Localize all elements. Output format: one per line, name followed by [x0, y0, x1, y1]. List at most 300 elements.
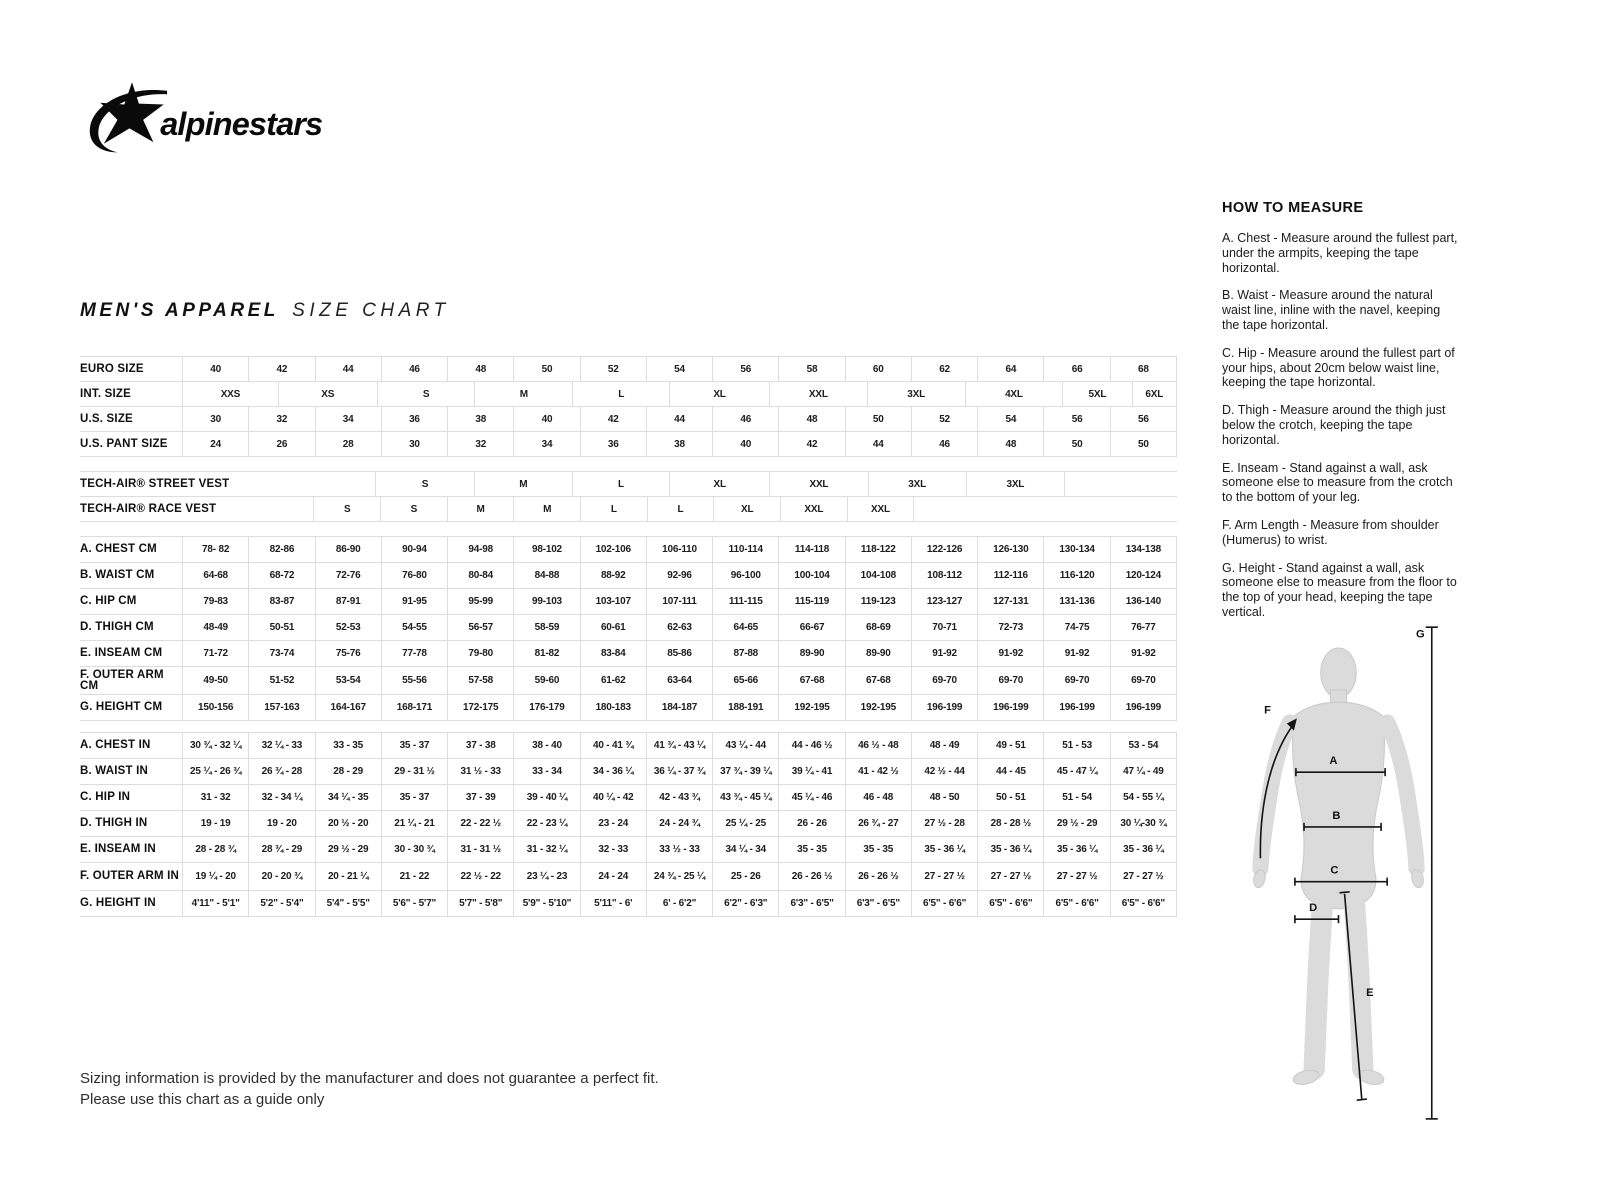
size-cell: 91-92	[1043, 641, 1109, 666]
measurement-diagram	[1232, 615, 1447, 1127]
row-label: U.S. PANT SIZE	[80, 437, 168, 450]
row-label: EURO SIZE	[80, 362, 144, 375]
size-cell: 23 - 24	[580, 811, 646, 836]
size-cell: 98-102	[513, 537, 579, 562]
table-row	[80, 695, 1177, 721]
table-row	[80, 891, 1177, 917]
table-row	[80, 732, 1177, 759]
size-cell: 91-92	[1110, 641, 1177, 666]
size-cell: 30 ¼-30 ¾	[1110, 811, 1177, 836]
size-cell: 30	[381, 432, 447, 456]
size-cell: 43 ¾ - 45 ¼	[712, 785, 778, 810]
size-cell: 24 - 24 ¾	[646, 811, 712, 836]
size-cell: 52	[580, 357, 646, 381]
measure-item: G. Height - Stand against a wall, ask someone else to measure from the floor to the top of your head, keeping the tape vertical.	[1222, 560, 1457, 619]
size-cell: 172-175	[447, 695, 513, 720]
size-cell: 27 - 27 ½	[911, 863, 977, 890]
size-cell: 136-140	[1110, 589, 1177, 614]
size-cell: 22 - 23 ¼	[513, 811, 579, 836]
size-cell: 39 ¼ - 41	[778, 759, 844, 784]
how-to-measure-panel	[1222, 200, 1460, 633]
size-cell: 44 - 45	[977, 759, 1043, 784]
size-cell: 30 - 30 ¾	[381, 837, 447, 862]
disclaimer-line2: Please use this chart as a guide only	[80, 1091, 325, 1108]
size-cell: 96-100	[712, 563, 778, 588]
size-cell: 5'2" - 5'4"	[248, 891, 314, 916]
row-label: C. HIP IN	[80, 791, 131, 803]
size-cell: 34	[315, 407, 381, 431]
size-cell: 69-70	[977, 667, 1043, 694]
size-cell: 150-156	[182, 695, 248, 720]
size-cell: 4XL	[965, 382, 1063, 406]
table-row	[80, 497, 1177, 522]
size-cell: 126-130	[977, 537, 1043, 562]
size-cell: 50 - 51	[977, 785, 1043, 810]
size-cell: 24 - 24	[580, 863, 646, 890]
size-cell: 42	[580, 407, 646, 431]
size-cell: 188-191	[712, 695, 778, 720]
size-cell: 31 - 31 ½	[447, 837, 513, 862]
size-cell: 48	[977, 432, 1043, 456]
size-cell: 35 - 36 ¼	[977, 837, 1043, 862]
size-cell: 30 ¾ - 32 ¼	[182, 733, 248, 758]
size-cell: 118-122	[845, 537, 911, 562]
size-cell: 22 ½ - 22	[447, 863, 513, 890]
size-cell: 53-54	[315, 667, 381, 694]
size-cell: 38	[447, 407, 513, 431]
row-label: B. WAIST CM	[80, 569, 155, 581]
size-cell: 21 - 22	[381, 863, 447, 890]
how-to-measure-list	[1222, 231, 1460, 620]
size-cell: 64-68	[182, 563, 248, 588]
size-cell: 41 - 42 ½	[845, 759, 911, 784]
size-cell: 46	[381, 357, 447, 381]
size-cell: 42 - 43 ¾	[646, 785, 712, 810]
measure-item: E. Inseam - Stand against a wall, ask someone else to measure from the crotch to the bottom of your leg.	[1222, 460, 1453, 505]
size-cell: 6'3" - 6'5"	[845, 891, 911, 916]
body-silhouette	[1252, 648, 1425, 1087]
size-cell: 46 ½ - 48	[845, 733, 911, 758]
size-cell: 31 - 32 ¼	[513, 837, 579, 862]
size-cell: 78- 82	[182, 537, 248, 562]
size-cell: 104-108	[845, 563, 911, 588]
size-cell: 110-114	[712, 537, 778, 562]
size-cell: 48	[778, 407, 844, 431]
size-cell: 123-127	[911, 589, 977, 614]
row-label: D. THIGH CM	[80, 621, 154, 633]
size-cell: 54 - 55 ¼	[1110, 785, 1177, 810]
size-cell: 84-88	[513, 563, 579, 588]
empty-cell	[1065, 472, 1177, 496]
size-cell: M	[513, 497, 580, 521]
size-cell: 107-111	[646, 589, 712, 614]
size-cell: 196-199	[1043, 695, 1109, 720]
diagram-letter: D	[1309, 902, 1318, 915]
size-cell: 35 - 37	[381, 733, 447, 758]
size-cell: 66	[1043, 357, 1109, 381]
size-cell: 61-62	[580, 667, 646, 694]
size-cell: 25 - 26	[712, 863, 778, 890]
size-cell: 26 - 26	[778, 811, 844, 836]
size-cell: 6'5" - 6'6"	[911, 891, 977, 916]
size-cell: 33 - 35	[315, 733, 381, 758]
size-cell: 29 ½ - 29	[1043, 811, 1109, 836]
size-cell: 83-87	[248, 589, 314, 614]
size-cell: XL	[669, 382, 769, 406]
size-cell: XXL	[847, 497, 915, 521]
size-cell: 91-92	[911, 641, 977, 666]
size-cell: 37 - 38	[447, 733, 513, 758]
size-cell: 46 - 48	[845, 785, 911, 810]
size-cell: 67-68	[778, 667, 844, 694]
size-cell: 50-51	[248, 615, 314, 640]
row-label: A. CHEST IN	[80, 739, 151, 751]
size-cell: XL	[669, 472, 769, 496]
title-main: MEN'S APPAREL	[80, 300, 279, 321]
size-cell: 80-84	[447, 563, 513, 588]
size-cell: 26 ¾ - 28	[248, 759, 314, 784]
size-cell: 68-72	[248, 563, 314, 588]
size-cell: 79-83	[182, 589, 248, 614]
size-cell: S	[377, 382, 475, 406]
figure-torso	[1293, 702, 1385, 909]
size-cell: 56	[1110, 407, 1177, 431]
row-label: F. OUTER ARM CM	[80, 668, 164, 692]
size-cell: 27 - 27 ½	[1110, 863, 1177, 890]
size-cell: 38	[646, 432, 712, 456]
size-cell: 71-72	[182, 641, 248, 666]
size-cell: 164-167	[315, 695, 381, 720]
row-label: TECH-AIR® RACE VEST	[80, 502, 217, 515]
size-cell: 58	[778, 357, 844, 381]
size-cell: 127-131	[977, 589, 1043, 614]
row-label: E. INSEAM CM	[80, 647, 163, 659]
size-cell: 46	[911, 432, 977, 456]
size-cell: 57-58	[447, 667, 513, 694]
size-cell: 79-80	[447, 641, 513, 666]
size-cell: 42 ½ - 44	[911, 759, 977, 784]
size-cell: 50	[513, 357, 579, 381]
size-cell: 56	[712, 357, 778, 381]
size-cell: 67-68	[845, 667, 911, 694]
size-cell: M	[447, 497, 514, 521]
size-cell: 103-107	[580, 589, 646, 614]
size-cell: 25 ¼ - 25	[712, 811, 778, 836]
size-cell: 28 - 29	[315, 759, 381, 784]
row-label: E. INSEAM IN	[80, 843, 156, 855]
size-cell: 6'5" - 6'6"	[977, 891, 1043, 916]
size-cell: 99-103	[513, 589, 579, 614]
row-label: D. THIGH IN	[80, 817, 148, 829]
size-cell: 4'11" - 5'1"	[182, 891, 248, 916]
size-cell: 34	[513, 432, 579, 456]
size-cell: 36	[381, 407, 447, 431]
size-cell: 48	[447, 357, 513, 381]
size-cell: 51 - 53	[1043, 733, 1109, 758]
size-cell: L	[580, 497, 647, 521]
size-cell: 192-195	[778, 695, 844, 720]
size-cell: 115-119	[778, 589, 844, 614]
size-cell: 32 - 33	[580, 837, 646, 862]
size-cell: 85-86	[646, 641, 712, 666]
table-row	[80, 471, 1177, 497]
size-cell: 54-55	[381, 615, 447, 640]
size-cell: 60-61	[580, 615, 646, 640]
size-cell: 40	[182, 357, 248, 381]
size-cell: 31 ½ - 33	[447, 759, 513, 784]
measure-item: B. Waist - Measure around the natural waist line, inline with the navel, keeping the tape horizontal.	[1222, 288, 1441, 332]
size-cell: 54	[646, 357, 712, 381]
row-label: TECH-AIR® STREET VEST	[80, 477, 230, 490]
alpinestars-logo-graphic	[85, 80, 350, 158]
size-cell: 106-110	[646, 537, 712, 562]
measure-item: A. Chest - Measure around the fullest part, under the armpits, keeping the tape horizontal.	[1222, 231, 1458, 275]
size-cell: 3XL	[867, 382, 965, 406]
size-cell: 112-116	[977, 563, 1043, 588]
size-cell: 34 ¼ - 34	[712, 837, 778, 862]
size-cell: 108-112	[911, 563, 977, 588]
size-cell: 24	[182, 432, 248, 456]
table-row	[80, 759, 1177, 785]
size-cell: 100-104	[778, 563, 844, 588]
table-row	[80, 589, 1177, 615]
how-to-measure-heading: HOW TO MEASURE	[1222, 200, 1364, 216]
size-cell: 114-118	[778, 537, 844, 562]
disclaimer	[80, 1068, 659, 1110]
size-cell: 58-59	[513, 615, 579, 640]
size-cell: 28 - 28 ½	[977, 811, 1043, 836]
size-cell: 40	[712, 432, 778, 456]
table-row	[80, 641, 1177, 667]
size-cell: 40	[513, 407, 579, 431]
size-cell: 65-66	[712, 667, 778, 694]
size-cell: 50	[845, 407, 911, 431]
figure-right-arm	[1387, 722, 1416, 868]
size-cell: 3XL	[966, 472, 1065, 496]
size-cell: 68	[1110, 357, 1177, 381]
size-cell: 134-138	[1110, 537, 1177, 562]
size-cell: 6'5" - 6'6"	[1043, 891, 1109, 916]
row-label: C. HIP CM	[80, 595, 137, 607]
size-cell: 35 - 36 ¼	[911, 837, 977, 862]
size-cell: 75-76	[315, 641, 381, 666]
size-cell: 36 ¼ - 37 ¾	[646, 759, 712, 784]
size-cell: 60	[845, 357, 911, 381]
size-cell: 82-86	[248, 537, 314, 562]
size-cell: 94-98	[447, 537, 513, 562]
size-cell: S	[313, 497, 380, 521]
size-cell: 69-70	[1043, 667, 1109, 694]
size-cell: 32	[447, 432, 513, 456]
size-cell: L	[572, 382, 669, 406]
size-cell: 95-99	[447, 589, 513, 614]
diagram-letter: C	[1330, 864, 1339, 877]
size-cell: 19 - 20	[248, 811, 314, 836]
measure-item: F. Arm Length - Measure from shoulder (Humerus) to wrist.	[1222, 517, 1439, 547]
size-cell: L	[572, 472, 669, 496]
size-cell: 19 - 19	[182, 811, 248, 836]
size-cell: 48-49	[182, 615, 248, 640]
row-label: U.S. SIZE	[80, 412, 133, 425]
size-cell: 68-69	[845, 615, 911, 640]
title-sub: SIZE CHART	[292, 300, 450, 321]
size-cell: 91-92	[977, 641, 1043, 666]
row-label: G. HEIGHT IN	[80, 897, 156, 909]
size-cell: 23 ¼ - 23	[513, 863, 579, 890]
size-cell: 77-78	[381, 641, 447, 666]
size-cell: 6'3" - 6'5"	[778, 891, 844, 916]
size-cell: 44	[646, 407, 712, 431]
size-cell: 28 - 28 ¾	[182, 837, 248, 862]
size-cell: 35 - 37	[381, 785, 447, 810]
size-table	[80, 356, 1177, 917]
size-cell: 33 - 34	[513, 759, 579, 784]
size-cell: 42	[248, 357, 314, 381]
diagram-letter: G	[1415, 628, 1425, 641]
size-cell: 130-134	[1043, 537, 1109, 562]
figure-right-leg	[1355, 907, 1363, 1069]
size-cell: 51-52	[248, 667, 314, 694]
size-cell: 50	[1110, 432, 1177, 456]
empty-cell	[182, 472, 375, 496]
size-cell: 44	[315, 357, 381, 381]
table-row	[80, 407, 1177, 432]
page-title	[80, 300, 450, 322]
size-cell: 34 ¼ - 35	[315, 785, 381, 810]
table-row	[80, 811, 1177, 837]
size-cell: 72-73	[977, 615, 1043, 640]
size-cell: 27 ½ - 28	[911, 811, 977, 836]
size-cell: 40 ¼ - 42	[580, 785, 646, 810]
body-figure	[1232, 615, 1447, 1127]
size-cell: 43 ¼ - 44	[712, 733, 778, 758]
size-cell: 54	[977, 407, 1043, 431]
size-cell: 49-50	[182, 667, 248, 694]
size-cell: 52-53	[315, 615, 381, 640]
size-cell: 55-56	[381, 667, 447, 694]
size-cell: 6' - 6'2"	[646, 891, 712, 916]
size-cell: 87-88	[712, 641, 778, 666]
size-cell: 53 - 54	[1110, 733, 1177, 758]
size-cell: 46	[712, 407, 778, 431]
size-cell: 6XL	[1132, 382, 1177, 406]
size-cell: 5'11" - 6'	[580, 891, 646, 916]
size-cell: 56	[1043, 407, 1109, 431]
size-cell: 32 ¼ - 33	[248, 733, 314, 758]
size-cell: 5XL	[1062, 382, 1131, 406]
size-cell: 120-124	[1110, 563, 1177, 588]
size-cell: 27 - 27 ½	[977, 863, 1043, 890]
size-cell: 91-95	[381, 589, 447, 614]
size-cell: 102-106	[580, 537, 646, 562]
size-cell: 5'9" - 5'10"	[513, 891, 579, 916]
size-cell: 56-57	[447, 615, 513, 640]
empty-cell	[914, 497, 1177, 521]
size-cell: 37 ¾ - 39 ¼	[712, 759, 778, 784]
size-cell: 24 ¾ - 25 ¼	[646, 863, 712, 890]
size-cell: 29 - 31 ½	[381, 759, 447, 784]
size-cell: 39 - 40 ¼	[513, 785, 579, 810]
size-cell: 48 - 50	[911, 785, 977, 810]
size-cell: 73-74	[248, 641, 314, 666]
size-cell: 49 - 51	[977, 733, 1043, 758]
table-row	[80, 563, 1177, 589]
size-cell: 37 - 39	[447, 785, 513, 810]
size-cell: M	[474, 472, 572, 496]
size-cell: 92-96	[646, 563, 712, 588]
size-cell: 31 - 32	[182, 785, 248, 810]
size-cell: 168-171	[381, 695, 447, 720]
size-cell: 3XL	[868, 472, 966, 496]
table-row	[80, 615, 1177, 641]
table-row	[80, 863, 1177, 891]
empty-cell	[182, 497, 313, 521]
size-cell: 44	[845, 432, 911, 456]
size-cell: M	[474, 382, 572, 406]
size-cell: 20 - 20 ¾	[248, 863, 314, 890]
size-cell: 196-199	[977, 695, 1043, 720]
table-row	[80, 432, 1177, 457]
size-cell: 62-63	[646, 615, 712, 640]
size-cell: 19 ¼ - 20	[182, 863, 248, 890]
size-cell: 69-70	[911, 667, 977, 694]
size-cell: 28 ¾ - 29	[248, 837, 314, 862]
size-cell: 69-70	[1110, 667, 1177, 694]
size-cell: 47 ¼ - 49	[1110, 759, 1177, 784]
size-cell: 76-80	[381, 563, 447, 588]
size-cell: 32 - 34 ¼	[248, 785, 314, 810]
row-label: F. OUTER ARM IN	[80, 870, 180, 882]
size-cell: 42	[778, 432, 844, 456]
size-cell: 89-90	[778, 641, 844, 666]
size-cell: 36	[580, 432, 646, 456]
size-cell: 44 - 46 ½	[778, 733, 844, 758]
measure-item: D. Thigh - Measure around the thigh just below the crotch, keeping the tape horizontal.	[1222, 403, 1446, 447]
size-cell: 50	[1043, 432, 1109, 456]
size-cell: 86-90	[315, 537, 381, 562]
size-cell: 88-92	[580, 563, 646, 588]
figure-left-leg	[1314, 907, 1322, 1069]
diagram-letter: B	[1332, 809, 1341, 822]
size-cell: 26	[248, 432, 314, 456]
size-cell: 25 ¼ - 26 ¾	[182, 759, 248, 784]
size-cell: 64	[977, 357, 1043, 381]
size-cell: 41 ¾ - 43 ¼	[646, 733, 712, 758]
size-cell: 192-195	[845, 695, 911, 720]
size-cell: 26 - 26 ½	[845, 863, 911, 890]
size-cell: 35 - 36 ¼	[1043, 837, 1109, 862]
logo-wordmark: alpinestars	[160, 106, 323, 143]
measure-item: C. Hip - Measure around the fullest part of your hips, about 20cm below waist line, keeping the tape horizontal.	[1222, 345, 1455, 390]
size-cell: L	[647, 497, 714, 521]
size-cell: 20 - 21 ¼	[315, 863, 381, 890]
size-cell: 66-67	[778, 615, 844, 640]
diagram-letter: A	[1329, 755, 1338, 768]
size-cell: 157-163	[248, 695, 314, 720]
size-cell: 119-123	[845, 589, 911, 614]
size-cell: 63-64	[646, 667, 712, 694]
size-cell: 38 - 40	[513, 733, 579, 758]
row-label: A. CHEST CM	[80, 543, 157, 555]
table-row	[80, 536, 1177, 563]
size-cell: 81-82	[513, 641, 579, 666]
size-cell: 29 ½ - 29	[315, 837, 381, 862]
size-cell: XXL	[769, 382, 867, 406]
size-cell: 184-187	[646, 695, 712, 720]
size-cell: XXL	[769, 472, 867, 496]
size-cell: 6'2" - 6'3"	[712, 891, 778, 916]
size-cell: 52	[911, 407, 977, 431]
